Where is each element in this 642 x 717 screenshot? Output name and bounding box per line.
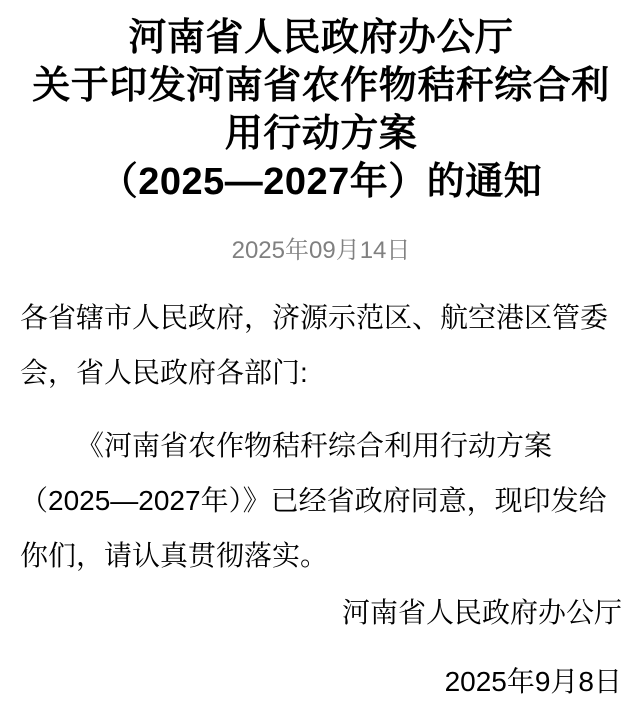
document-title-line-2: 关于印发河南省农作物秸秆综合利用行动方案 xyxy=(32,65,610,155)
signature-date: 2025年9月8日 xyxy=(444,666,622,697)
document-title xyxy=(20,14,622,206)
document-title-line-3: （2025—2027年）的通知 xyxy=(99,161,543,203)
publish-date: 2025年09月14日 xyxy=(231,237,411,264)
signature-issuer: 河南省人民政府办公厅 xyxy=(341,597,622,628)
salutation-paragraph: 各省辖市人民政府，济源示范区、航空港区管委会，省人民政府各部门: xyxy=(20,302,609,388)
body-paragraph: 《河南省农作物秸秆综合利用行动方案（2025—2027年）》已经省政府同意，现印发给你们，请认真贯彻落实。 xyxy=(20,430,607,571)
document-title-line-1: 河南省人民政府办公厅 xyxy=(128,17,514,59)
